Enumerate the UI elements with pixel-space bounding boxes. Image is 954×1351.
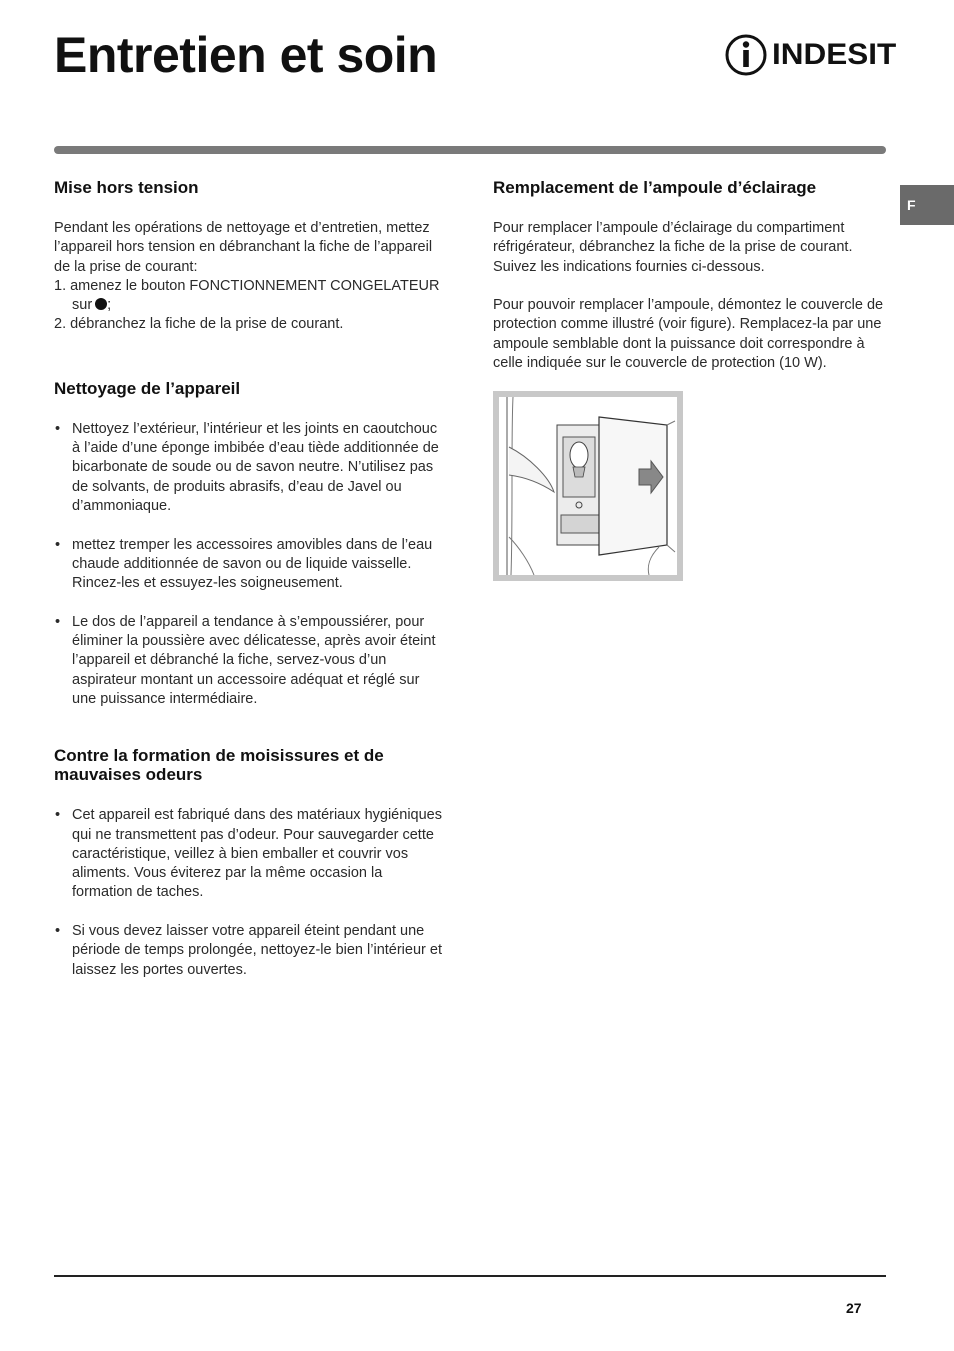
section-cleaning: [54, 379, 444, 709]
section-power-off: [54, 178, 444, 335]
list-item: • Si vous devez laisser votre appareil éteint pendant une période de temps prolongée, nettoyez-le bien l’intérieur et laissez les portes ouvertes.: [54, 922, 444, 980]
off-position-icon: [95, 298, 107, 310]
step-item: 2. débranchez la fiche de la prise de courant.: [54, 316, 344, 333]
section-intro: Pendant les opérations de nettoyage et d’entretien, mettez l’appareil hors tension en débranchant la fiche de l’appareil de la prise de courant:: [54, 220, 433, 275]
footer-divider: [54, 1275, 886, 1277]
section-heading: Remplacement de l’ampoule d’éclairage: [493, 178, 817, 197]
section-heading: Nettoyage de l’appareil: [54, 378, 241, 398]
brand-logo: [724, 32, 897, 78]
steps-list: [54, 277, 444, 335]
section-mold-odors: [54, 746, 444, 980]
paragraph: Pour remplacer l’ampoule d’éclairage du compartiment réfrigérateur, débranchez la fiche de la prise de courant. Suivez les indications fournies ci-dessous.: [493, 220, 853, 275]
step-item: 1. amenez le bouton FONCTIONNEMENT CONGELATEUR sur ;: [54, 277, 440, 314]
bulb-cover-illustration: [499, 397, 677, 575]
brand-name: INDESIT: [772, 38, 897, 71]
left-column: [54, 178, 444, 980]
section-heading: Mise hors tension: [54, 178, 199, 197]
right-column: [493, 178, 888, 581]
cleaning-list: [54, 420, 444, 709]
section-heading: Contre la formation de moisissures et de mauvaises odeurs: [54, 746, 384, 785]
indesit-logo-icon: [724, 32, 768, 78]
list-item: • mettez tremper les accessoires amovibles dans de l’eau chaude additionnée de savon ou de liquide vaisselle. Rincez-les et essuyez-les soigneusement.: [54, 536, 444, 594]
language-tab: F: [900, 185, 954, 225]
paragraph: Pour pouvoir remplacer l’ampoule, démontez le couvercle de protection comme illustré (voir figure). Remplacez-la par une ampoule semblable dont la puissance doit correspondre à celle indiquée sur le couvercle de protection (10 W).: [493, 297, 884, 372]
list-item: • Le dos de l’appareil a tendance à s’empoussiérer, pour éliminer la poussière avec délicatesse, après avoir éteint l’appareil et débranché la fiche, servez-vous d’un aspirateur montant un accessoire adéquat et réglé sur une puissance intermédiaire.: [54, 613, 444, 709]
page-title: Entretien et soin: [54, 27, 438, 83]
mold-list: [54, 806, 444, 980]
header-divider: [54, 146, 886, 154]
list-item: • Cet appareil est fabriqué dans des matériaux hygiéniques qui ne transmettent pas d’odeur. Pour sauvegarder cette caractéristique, veillez à bien emballer et couvrir vos aliments. Vous éviterez par la même occasion la formation de taches.: [54, 806, 444, 902]
list-item: • Nettoyez l’extérieur, l’intérieur et les joints en caoutchouc à l’aide d’une éponge imbibée d’eau tiède additionnée de bicarbonate de soude ou de savon neutre. N’utilisez pas de solvants, de produits abrasifs, d’eau de Javel ou d’ammoniaque.: [54, 420, 444, 516]
page-number: 27: [846, 1300, 862, 1316]
bulb-cover-figure: [493, 391, 683, 581]
section-bulb-replacement: [493, 178, 888, 581]
